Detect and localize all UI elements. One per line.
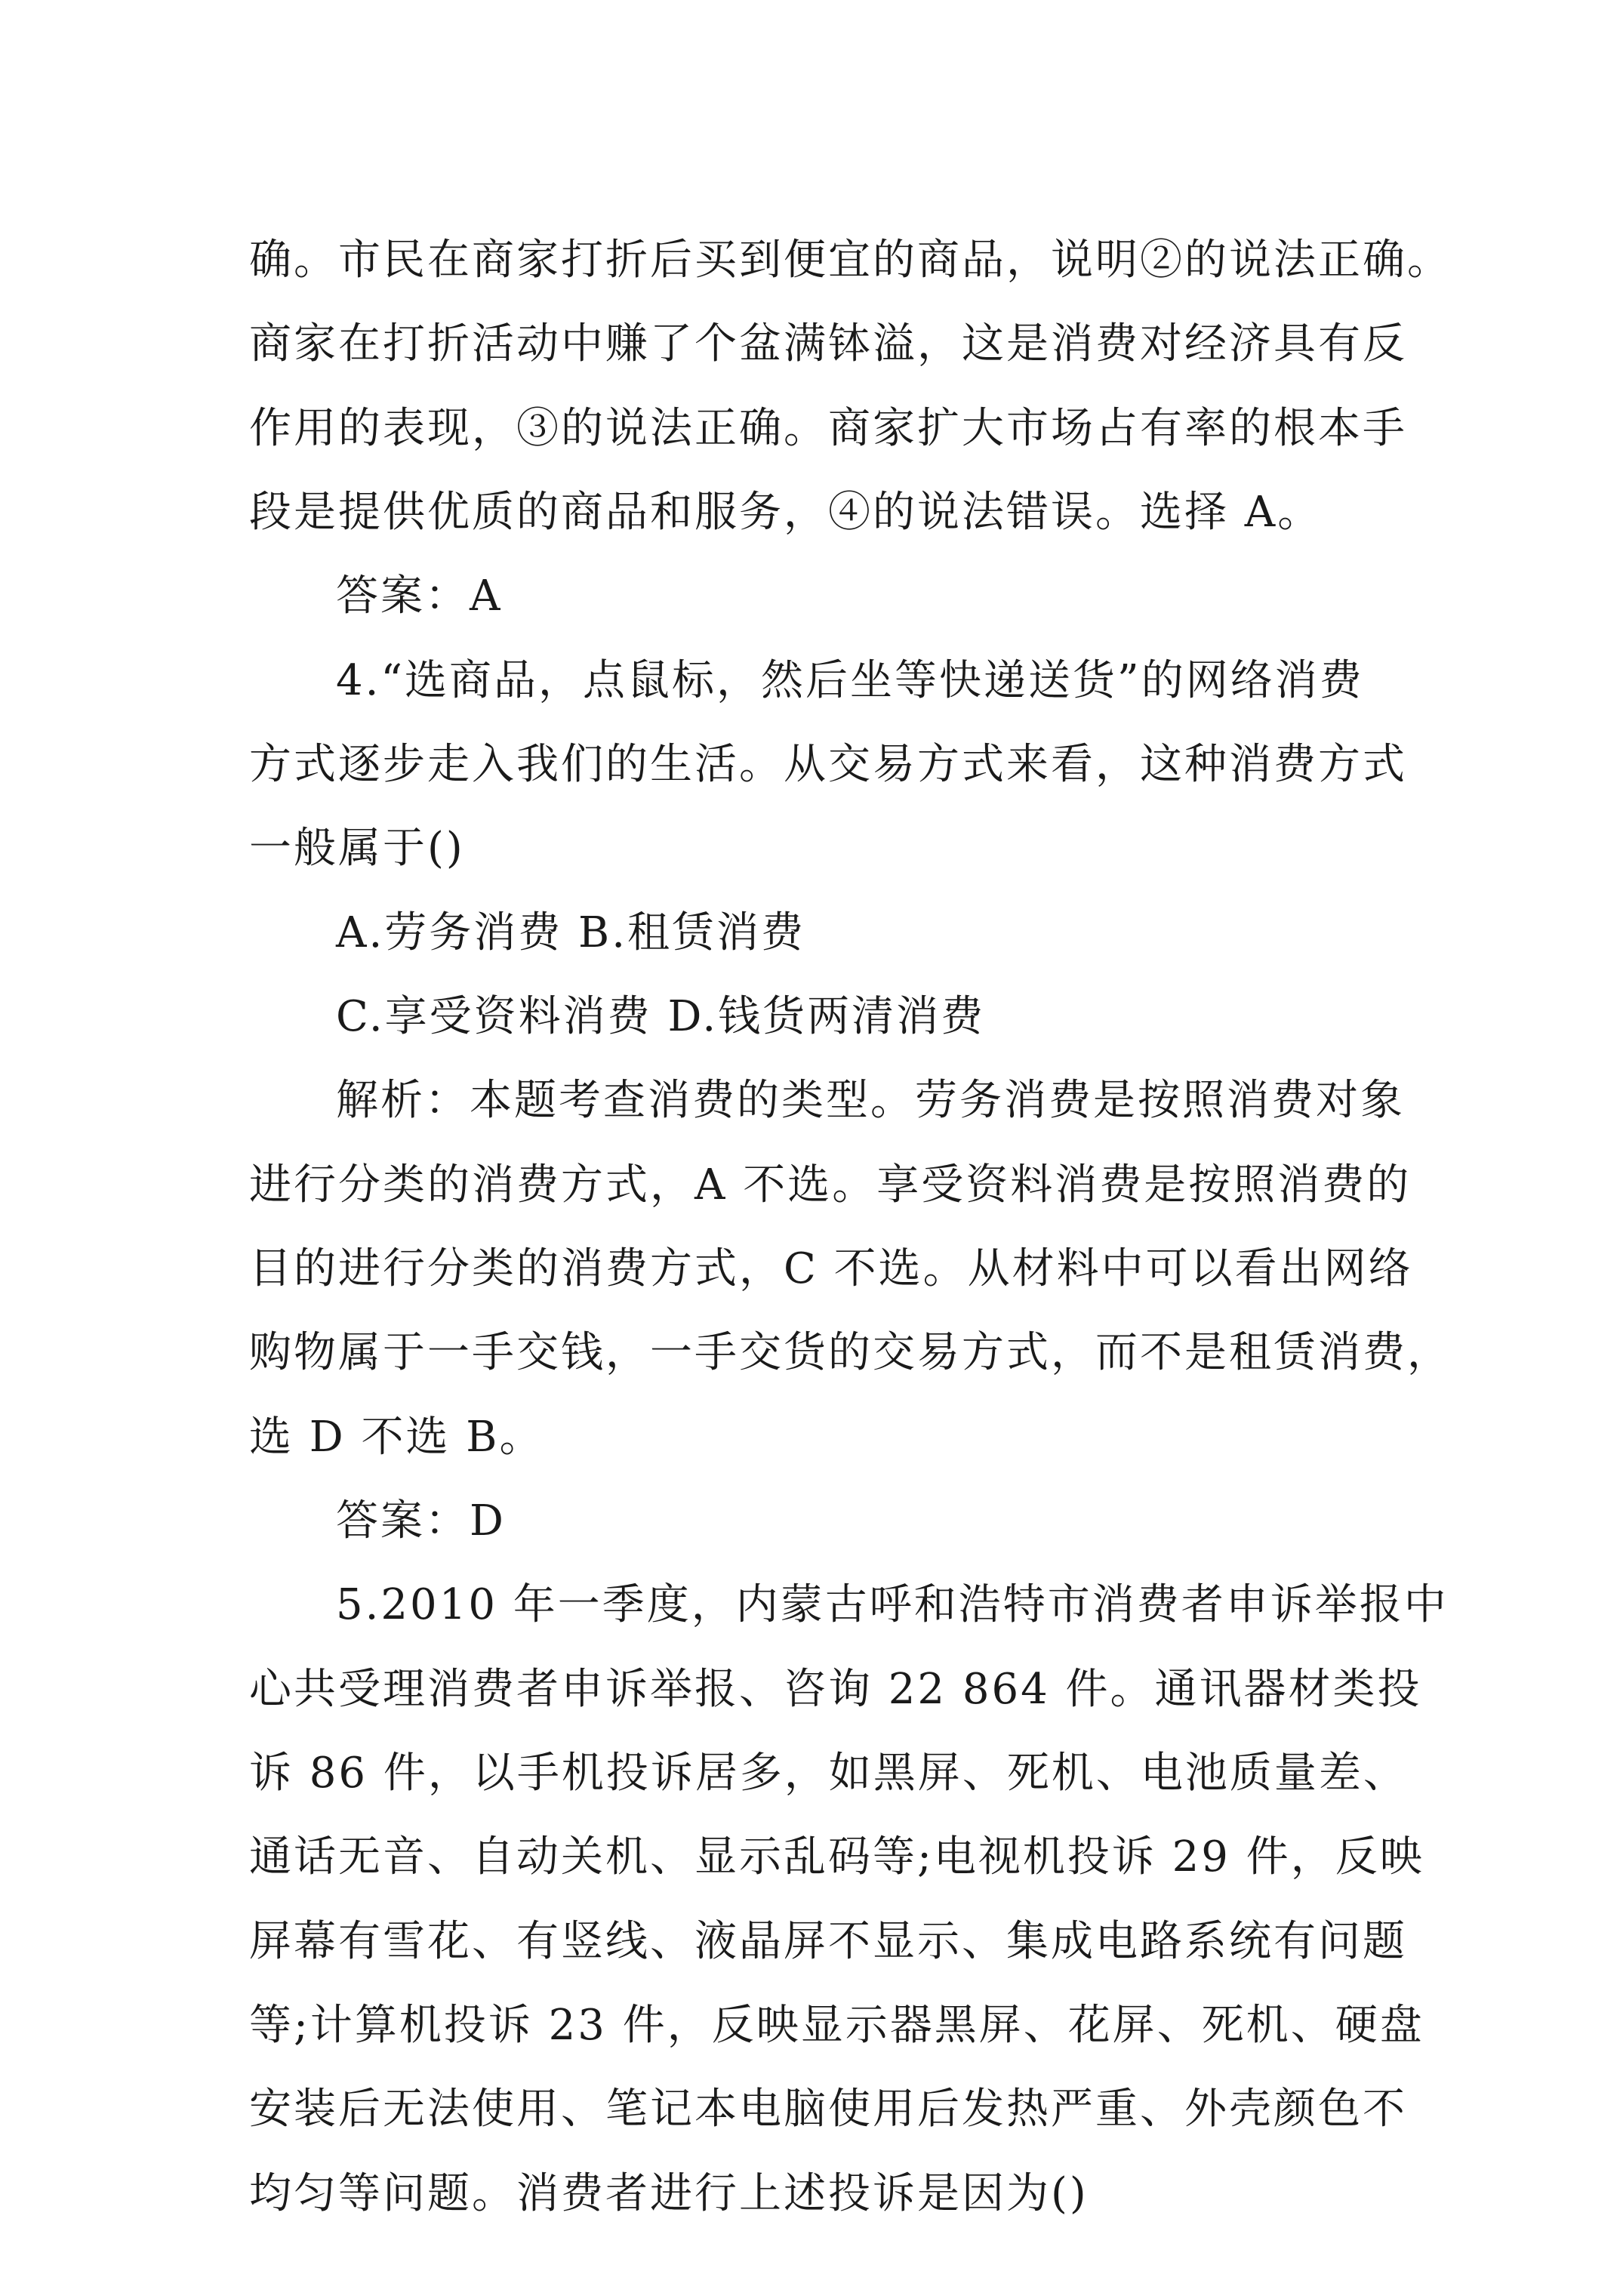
- question-line: 一般属于(): [249, 824, 465, 873]
- explanation-line: 选 D 不选 B。: [249, 1413, 544, 1462]
- question-line: 屏幕有雪花、有竖线、液晶屏不显示、集成电路系统有问题: [249, 1917, 1407, 1966]
- question-line: 5.2010 年一季度，内蒙古呼和浩特市消费者申诉举报中: [336, 1580, 1449, 1629]
- question-line: 诉 86 件，以手机投诉居多，如黑屏、死机、电池质量差、: [249, 1749, 1408, 1798]
- paragraph-line: 商家在打折活动中赚了个盆满钵溢，这是消费对经济具有反: [249, 319, 1407, 368]
- question-line: 通话无音、自动关机、显示乱码等;电视机投诉 29 件，反映: [249, 1832, 1424, 1881]
- paragraph-line: 作用的表现，③的说法正确。商家扩大市场占有率的根本手: [249, 404, 1407, 453]
- question-line: 心共受理消费者申诉举报、咨询 22 864 件。通讯器材类投: [249, 1665, 1422, 1714]
- explanation-line: 购物属于一手交钱，一手交货的交易方式，而不是租赁消费，: [249, 1328, 1452, 1377]
- explanation-line: 解析：本题考查消费的类型。劳务消费是按照消费对象: [336, 1076, 1405, 1125]
- question-line: 等;计算机投诉 23 件，反映显示器黑屏、花屏、死机、硬盘: [249, 2001, 1424, 2050]
- answer-line: 答案：A: [336, 572, 503, 621]
- explanation-line: 目的进行分类的消费方式，C 不选。从材料中可以看出网络: [249, 1244, 1413, 1293]
- paragraph-line: 段是提供优质的商品和服务，④的说法错误。选择 A。: [249, 488, 1323, 537]
- paragraph-line: 确。市民在商家打折后买到便宜的商品，说明②的说法正确。: [249, 236, 1452, 285]
- question-line: 方式逐步走入我们的生活。从交易方式来看，这种消费方式: [249, 740, 1407, 789]
- options-line: A.劳务消费 B.租赁消费: [336, 908, 805, 957]
- explanation-line: 进行分类的消费方式，A 不选。享受资料消费是按照消费的: [249, 1160, 1412, 1210]
- options-line: C.享受资料消费 D.钱货两清消费: [336, 992, 986, 1041]
- answer-line: 答案：D: [336, 1496, 506, 1546]
- question-line: 4.“选商品，点鼠标，然后坐等快递送货”的网络消费: [336, 656, 1364, 705]
- question-line: 均匀等问题。消费者进行上述投诉是因为(): [249, 2169, 1089, 2218]
- question-line: 安装后无法使用、笔记本电脑使用后发热严重、外壳颜色不: [249, 2085, 1407, 2134]
